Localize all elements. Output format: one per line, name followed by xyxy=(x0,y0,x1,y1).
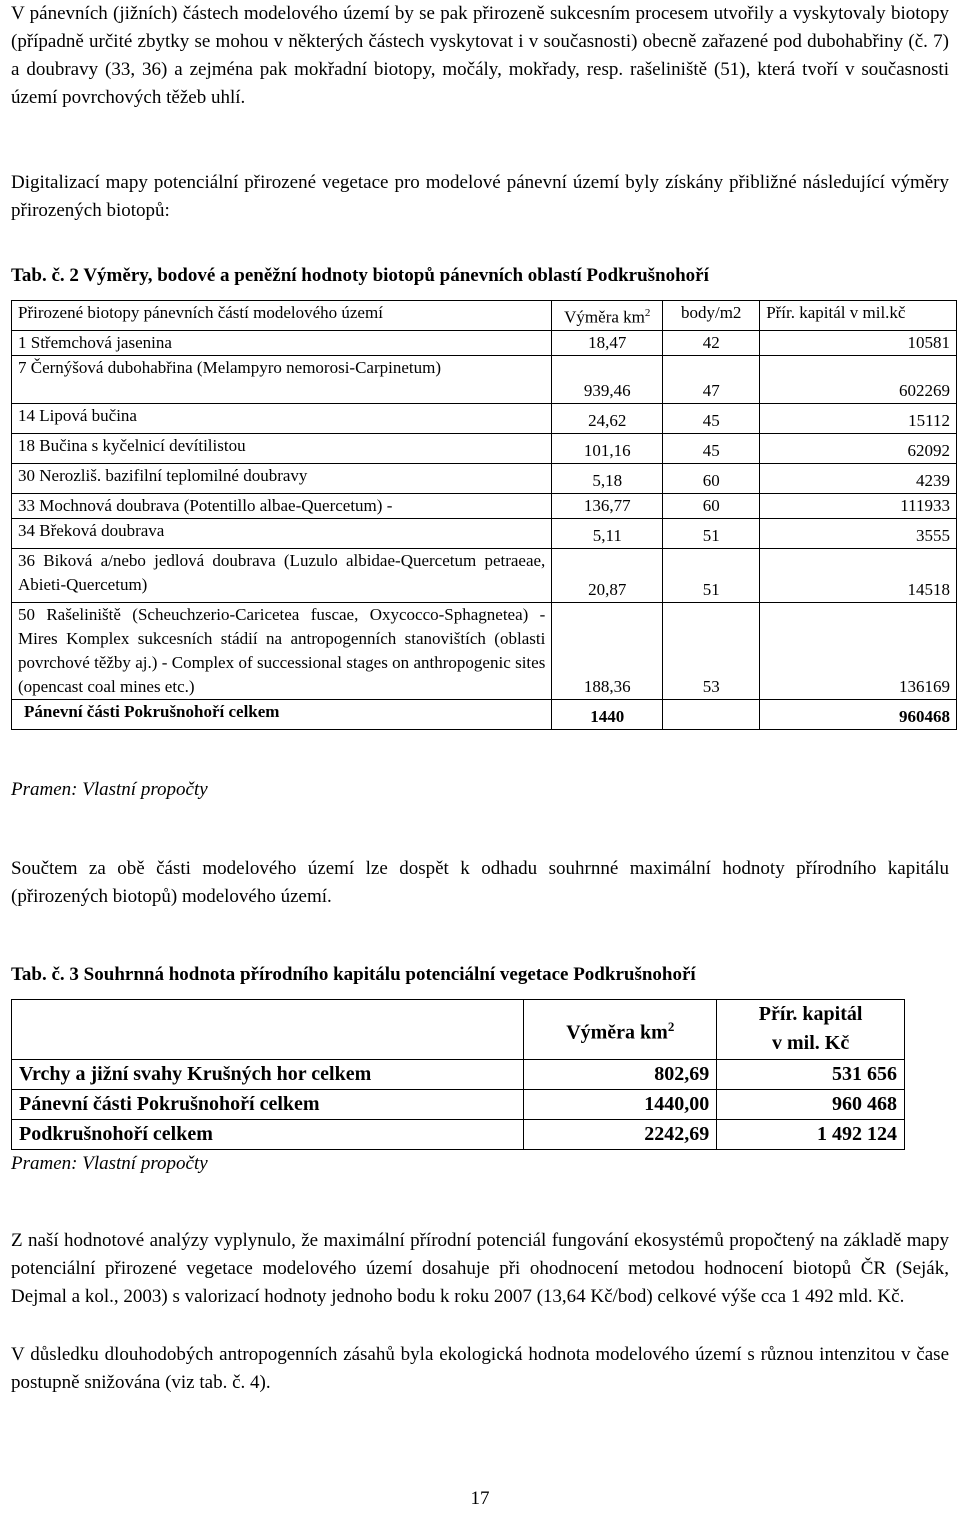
table3 xyxy=(11,999,905,1150)
biotope-points: 51 xyxy=(663,548,760,602)
region-name: Pánevní části Pokrušnohoří celkem xyxy=(12,1090,524,1120)
biotope-name: 1 Střemchová jasenina xyxy=(12,330,552,355)
table2-source: Pramen: Vlastní propočty xyxy=(11,779,208,800)
biotope-capital: 111933 xyxy=(760,493,957,518)
table2-header-row xyxy=(12,301,957,331)
table-row xyxy=(12,463,957,493)
table-row xyxy=(12,330,957,355)
page-number: 17 xyxy=(470,1488,490,1509)
biotope-area: 20,87 xyxy=(552,548,663,602)
biotope-name: 18 Bučina s kyčelnicí devítilistou xyxy=(12,433,552,463)
biotope-capital: 14518 xyxy=(760,548,957,602)
table2-header-points: body/m2 xyxy=(663,301,760,331)
region-area: 802,69 xyxy=(524,1060,717,1090)
table2-caption: Tab. č. 2 Výměry, bodové a peněžní hodnoty biotopů pánevních oblastí Podkrušnohoří xyxy=(11,265,709,286)
table-row xyxy=(12,493,957,518)
table2 xyxy=(11,300,957,730)
biotope-capital: 136169 xyxy=(760,602,957,699)
biotope-capital: 15112 xyxy=(760,403,957,433)
biotope-points: 47 xyxy=(663,355,760,403)
table-row xyxy=(12,1090,905,1120)
biotope-points: 42 xyxy=(663,330,760,355)
biotope-points: 60 xyxy=(663,493,760,518)
biotope-name: 36 Biková a/nebo jedlová doubrava (Luzulo albidae-Quercetum petraeae, Abieti-Quercetum) xyxy=(12,548,552,602)
table2-total-capital: 960468 xyxy=(760,699,957,729)
digitization-paragraph: Digitalizací mapy potenciální přirozené vegetace pro modelové pánevní území byly získány přibližné následující výměry přirozených biotopů: xyxy=(11,172,949,221)
biotope-area: 24,62 xyxy=(552,403,663,433)
biotope-points: 53 xyxy=(663,602,760,699)
biotope-area: 939,46 xyxy=(552,355,663,403)
table-row xyxy=(12,602,957,699)
table-row xyxy=(12,548,957,602)
table3-header-area: Výměra $km^2$ xyxy=(524,1000,717,1060)
region-name: Podkrušnohoří celkem xyxy=(12,1120,524,1150)
table2-header-name: Přirozené biotopy pánevních částí modelového území xyxy=(12,301,552,331)
biotope-name: 7 Černýšová dubohabřina (Melampyro nemorosi-Carpinetum) xyxy=(12,355,552,403)
conclusion-paragraph-1: Z naší hodnotové analýzy vyplynulo, že maximální přírodní potenciál fungování ekosystémů propočtený na základě mapy potenciální přirozené vegetace modelového území dosahuje při ohodnocení metodou hodnocení biotopů ČR (Seják, Dejmal a kol., 2003) s valorizací hodnoty jednoho bodu k roku 2007 (13,64 Kč/bod) celkové výše cca 1 492 mld. Kč. xyxy=(11,1230,949,1307)
biotope-area: 18,47 xyxy=(552,330,663,355)
table-row xyxy=(12,1120,905,1150)
biotope-points: 45 xyxy=(663,403,760,433)
biotope-name: 50 Rašeliniště (Scheuchzerio-Caricetea fuscae, Oxycocco-Sphagnetea) - Mires Komplex sukcesních stádií na antropogenních stanovištích (oblasti povrchové těžby aj.) - Complex of successional stages on anthropogenic sites (opencast coal mines etc.) xyxy=(12,602,552,699)
table2-total-row xyxy=(12,699,957,729)
table2-header-capital: Přír. kapitál v mil.kč xyxy=(760,301,957,331)
region-area: 2242,69 xyxy=(524,1120,717,1150)
biotope-capital: 62092 xyxy=(760,433,957,463)
table-row xyxy=(12,518,957,548)
table3-source: Pramen: Vlastní propočty xyxy=(11,1153,208,1174)
biotope-capital: 10581 xyxy=(760,330,957,355)
table3-header-row xyxy=(12,1000,905,1060)
sum-paragraph: Součtem za obě části modelového území lze dospět k odhadu souhrnné maximální hodnoty přírodního kapitálu (přirozených biotopů) modelového území. xyxy=(11,858,949,907)
intro-paragraph: V pánevních (jižních) částech modelového území by se pak přirozeně sukcesním procesem utvořily a vyskytovaly biotopy (případně určité zbytky se mohou v některých částech vyskytovat i v současnosti) obecně zařazené pod dubohabřiny (č. 7) a doubravy (33, 36) a zejména pak mokřadní biotopy, močály, mokřady, resp. rašeliniště (51), která tvoří v současnosti území povrchových těžeb uhlí. xyxy=(11,3,949,108)
biotope-name: 33 Mochnová doubrava (Potentillo albae-Quercetum) - xyxy=(12,493,552,518)
biotope-capital: 602269 xyxy=(760,355,957,403)
table3-header-empty xyxy=(12,1000,524,1060)
table-row xyxy=(12,433,957,463)
table3-header-capital: Přír. kapitál v mil. Kč xyxy=(717,1000,905,1060)
region-area: 1440,00 xyxy=(524,1090,717,1120)
biotope-name: 34 Břeková doubrava xyxy=(12,518,552,548)
biotope-points: 51 xyxy=(663,518,760,548)
biotope-points: 45 xyxy=(663,433,760,463)
biotope-area: 5,18 xyxy=(552,463,663,493)
biotope-area: 5,11 xyxy=(552,518,663,548)
region-name: Vrchy a jižní svahy Krušných hor celkem xyxy=(12,1060,524,1090)
biotope-capital: 3555 xyxy=(760,518,957,548)
region-capital: 531 656 xyxy=(717,1060,905,1090)
biotope-name: 14 Lipová bučina xyxy=(12,403,552,433)
region-capital: 1 492 124 xyxy=(717,1120,905,1150)
biotope-area: 101,16 xyxy=(552,433,663,463)
conclusion-paragraph-2: V důsledku dlouhodobých antropogenních zásahů byla ekologická hodnota modelového území s různou intenzitou v čase postupně snižována (viz tab. č. 4). xyxy=(11,1344,949,1393)
region-capital: 960 468 xyxy=(717,1090,905,1120)
table-row xyxy=(12,1060,905,1090)
biotope-capital: 4239 xyxy=(760,463,957,493)
biotope-name: 30 Nerozliš. bazifilní teplomilné doubravy xyxy=(12,463,552,493)
table2-header-area: Výměra $km^2$ xyxy=(552,301,663,331)
biotope-area: 188,36 xyxy=(552,602,663,699)
table-row xyxy=(12,355,957,403)
biotope-points: 60 xyxy=(663,463,760,493)
table2-total-points xyxy=(663,699,760,729)
table-row xyxy=(12,403,957,433)
table2-total-name: Pánevní části Pokrušnohoří celkem xyxy=(12,699,552,729)
biotope-area: 136,77 xyxy=(552,493,663,518)
table2-total-area: 1440 xyxy=(552,699,663,729)
table3-caption: Tab. č. 3 Souhrnná hodnota přírodního kapitálu potenciální vegetace Podkrušnohoří xyxy=(11,964,696,985)
